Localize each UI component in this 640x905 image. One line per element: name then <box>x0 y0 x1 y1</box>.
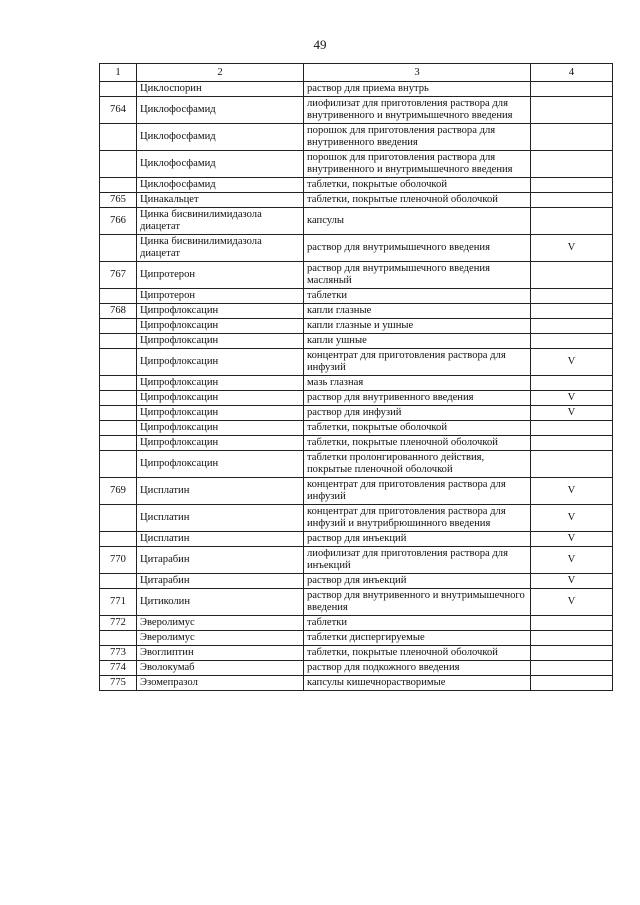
table-row <box>100 505 613 532</box>
table-body <box>100 82 613 691</box>
row-number <box>100 631 137 646</box>
row-number <box>100 319 137 334</box>
table-row <box>100 589 613 616</box>
drug-name: Циклофосфамид <box>137 124 304 151</box>
table-row <box>100 616 613 631</box>
column-header-3: 3 <box>304 64 531 82</box>
mark-flag <box>531 421 613 436</box>
header-row <box>100 64 613 82</box>
drug-table <box>99 63 613 691</box>
table-row <box>100 574 613 589</box>
drug-name: Ципротерон <box>137 262 304 289</box>
drug-name: Ципрофлоксацин <box>137 451 304 478</box>
mark-flag <box>531 304 613 319</box>
mark-flag <box>531 193 613 208</box>
mark-flag <box>531 208 613 235</box>
dosage-form: таблетки диспергируемые <box>304 631 531 646</box>
dosage-form: таблетки, покрытые оболочкой <box>304 178 531 193</box>
drug-name: Цинка бисвинилимидазола диацетат <box>137 208 304 235</box>
table-row <box>100 289 613 304</box>
table-row <box>100 406 613 421</box>
row-number <box>100 124 137 151</box>
mark-flag: V <box>531 235 613 262</box>
table-row <box>100 262 613 289</box>
dosage-form: капсулы кишечнорастворимые <box>304 676 531 691</box>
mark-flag <box>531 151 613 178</box>
drug-name: Цисплатин <box>137 478 304 505</box>
drug-name: Ципрофлоксацин <box>137 319 304 334</box>
row-number <box>100 334 137 349</box>
drug-name: Ципротерон <box>137 289 304 304</box>
row-number: 767 <box>100 262 137 289</box>
dosage-form: раствор для инъекций <box>304 574 531 589</box>
row-number: 773 <box>100 646 137 661</box>
row-number <box>100 436 137 451</box>
dosage-form: раствор для внутримышечного введения <box>304 235 531 262</box>
row-number <box>100 574 137 589</box>
dosage-form: раствор для инфузий <box>304 406 531 421</box>
drug-name: Цитиколин <box>137 589 304 616</box>
drug-name: Цитарабин <box>137 574 304 589</box>
dosage-form: раствор для внутримышечного введения масляный <box>304 262 531 289</box>
drug-name: Цисплатин <box>137 505 304 532</box>
column-header-4: 4 <box>531 64 613 82</box>
column-header-1: 1 <box>100 64 137 82</box>
drug-name: Ципрофлоксацин <box>137 376 304 391</box>
row-number: 766 <box>100 208 137 235</box>
dosage-form: капли глазные и ушные <box>304 319 531 334</box>
dosage-form: концентрат для приготовления раствора для инфузий <box>304 478 531 505</box>
mark-flag: V <box>531 391 613 406</box>
table-row <box>100 478 613 505</box>
table-row <box>100 97 613 124</box>
mark-flag <box>531 661 613 676</box>
table-row <box>100 532 613 547</box>
mark-flag: V <box>531 589 613 616</box>
mark-flag <box>531 631 613 646</box>
drug-name: Эвоглиптин <box>137 646 304 661</box>
drug-name: Эволокумаб <box>137 661 304 676</box>
table-row <box>100 208 613 235</box>
mark-flag <box>531 178 613 193</box>
table-row <box>100 661 613 676</box>
dosage-form: лиофилизат для приготовления раствора для внутривенного и внутримышечного введения <box>304 97 531 124</box>
table-row <box>100 82 613 97</box>
dosage-form: раствор для подкожного введения <box>304 661 531 676</box>
dosage-form: раствор для инъекций <box>304 532 531 547</box>
row-number <box>100 376 137 391</box>
row-number <box>100 451 137 478</box>
dosage-form: раствор для внутривенного введения <box>304 391 531 406</box>
mark-flag <box>531 676 613 691</box>
dosage-form: таблетки, покрытые оболочкой <box>304 421 531 436</box>
drug-name: Ципрофлоксацин <box>137 391 304 406</box>
table-row <box>100 631 613 646</box>
table-row <box>100 349 613 376</box>
row-number: 769 <box>100 478 137 505</box>
mark-flag <box>531 436 613 451</box>
row-number: 770 <box>100 547 137 574</box>
dosage-form: мазь глазная <box>304 376 531 391</box>
row-number <box>100 289 137 304</box>
mark-flag <box>531 376 613 391</box>
dosage-form: порошок для приготовления раствора для внутривенного введения <box>304 124 531 151</box>
table-row <box>100 304 613 319</box>
mark-flag <box>531 319 613 334</box>
table-row <box>100 376 613 391</box>
dosage-form: раствор для приема внутрь <box>304 82 531 97</box>
row-number <box>100 421 137 436</box>
drug-name: Эверолимус <box>137 631 304 646</box>
dosage-form: таблетки, покрытые пленочной оболочкой <box>304 193 531 208</box>
mark-flag <box>531 646 613 661</box>
drug-name: Циклофосфамид <box>137 97 304 124</box>
table-row <box>100 319 613 334</box>
row-number <box>100 151 137 178</box>
table-row <box>100 451 613 478</box>
mark-flag <box>531 82 613 97</box>
row-number <box>100 406 137 421</box>
dosage-form: концентрат для приготовления раствора для инфузий и внутрибрюшинного введения <box>304 505 531 532</box>
drug-name: Цинка бисвинилимидазола диацетат <box>137 235 304 262</box>
drug-name: Цитарабин <box>137 547 304 574</box>
mark-flag: V <box>531 349 613 376</box>
row-number: 774 <box>100 661 137 676</box>
mark-flag <box>531 334 613 349</box>
dosage-form: таблетки, покрытые пленочной оболочкой <box>304 646 531 661</box>
table-row <box>100 178 613 193</box>
row-number: 775 <box>100 676 137 691</box>
mark-flag: V <box>531 406 613 421</box>
table-row <box>100 124 613 151</box>
mark-flag: V <box>531 547 613 574</box>
table-row <box>100 391 613 406</box>
mark-flag <box>531 616 613 631</box>
drug-name: Циклофосфамид <box>137 151 304 178</box>
dosage-form: концентрат для приготовления раствора для инфузий <box>304 349 531 376</box>
drug-name: Цинакальцет <box>137 193 304 208</box>
drug-name: Ципрофлоксацин <box>137 334 304 349</box>
drug-name: Цисплатин <box>137 532 304 547</box>
drug-name: Ципрофлоксацин <box>137 421 304 436</box>
drug-name: Эзомепразол <box>137 676 304 691</box>
row-number <box>100 178 137 193</box>
row-number: 765 <box>100 193 137 208</box>
dosage-form: таблетки, покрытые пленочной оболочкой <box>304 436 531 451</box>
mark-flag <box>531 262 613 289</box>
dosage-form: лиофилизат для приготовления раствора для инъекций <box>304 547 531 574</box>
row-number: 764 <box>100 97 137 124</box>
mark-flag: V <box>531 478 613 505</box>
mark-flag: V <box>531 532 613 547</box>
dosage-form: порошок для приготовления раствора для внутривенного и внутримышечного введения <box>304 151 531 178</box>
dosage-form: таблетки <box>304 616 531 631</box>
row-number: 768 <box>100 304 137 319</box>
drug-name: Ципрофлоксацин <box>137 304 304 319</box>
dosage-form: капли глазные <box>304 304 531 319</box>
row-number <box>100 391 137 406</box>
dosage-form: таблетки <box>304 289 531 304</box>
column-header-2: 2 <box>137 64 304 82</box>
mark-flag: V <box>531 505 613 532</box>
row-number <box>100 235 137 262</box>
row-number <box>100 349 137 376</box>
table-row <box>100 547 613 574</box>
drug-name: Ципрофлоксацин <box>137 406 304 421</box>
table-row <box>100 235 613 262</box>
drug-name: Ципрофлоксацин <box>137 349 304 376</box>
row-number: 771 <box>100 589 137 616</box>
table-row <box>100 334 613 349</box>
dosage-form: раствор для внутривенного и внутримышечного введения <box>304 589 531 616</box>
page-number: 49 <box>313 37 327 52</box>
mark-flag <box>531 124 613 151</box>
row-number <box>100 532 137 547</box>
drug-name: Циклофосфамид <box>137 178 304 193</box>
drug-name: Циклоспорин <box>137 82 304 97</box>
table-row <box>100 193 613 208</box>
table-header <box>100 64 613 82</box>
mark-flag <box>531 451 613 478</box>
table-row <box>100 676 613 691</box>
drug-name: Эверолимус <box>137 616 304 631</box>
table-row <box>100 151 613 178</box>
row-number <box>100 82 137 97</box>
table-row <box>100 421 613 436</box>
table-row <box>100 436 613 451</box>
dosage-form: капсулы <box>304 208 531 235</box>
dosage-form: капли ушные <box>304 334 531 349</box>
dosage-form: таблетки пролонгированного действия, покрытые пленочной оболочкой <box>304 451 531 478</box>
mark-flag: V <box>531 574 613 589</box>
mark-flag <box>531 289 613 304</box>
drug-name: Ципрофлоксацин <box>137 436 304 451</box>
mark-flag <box>531 97 613 124</box>
row-number: 772 <box>100 616 137 631</box>
table-row <box>100 646 613 661</box>
row-number <box>100 505 137 532</box>
